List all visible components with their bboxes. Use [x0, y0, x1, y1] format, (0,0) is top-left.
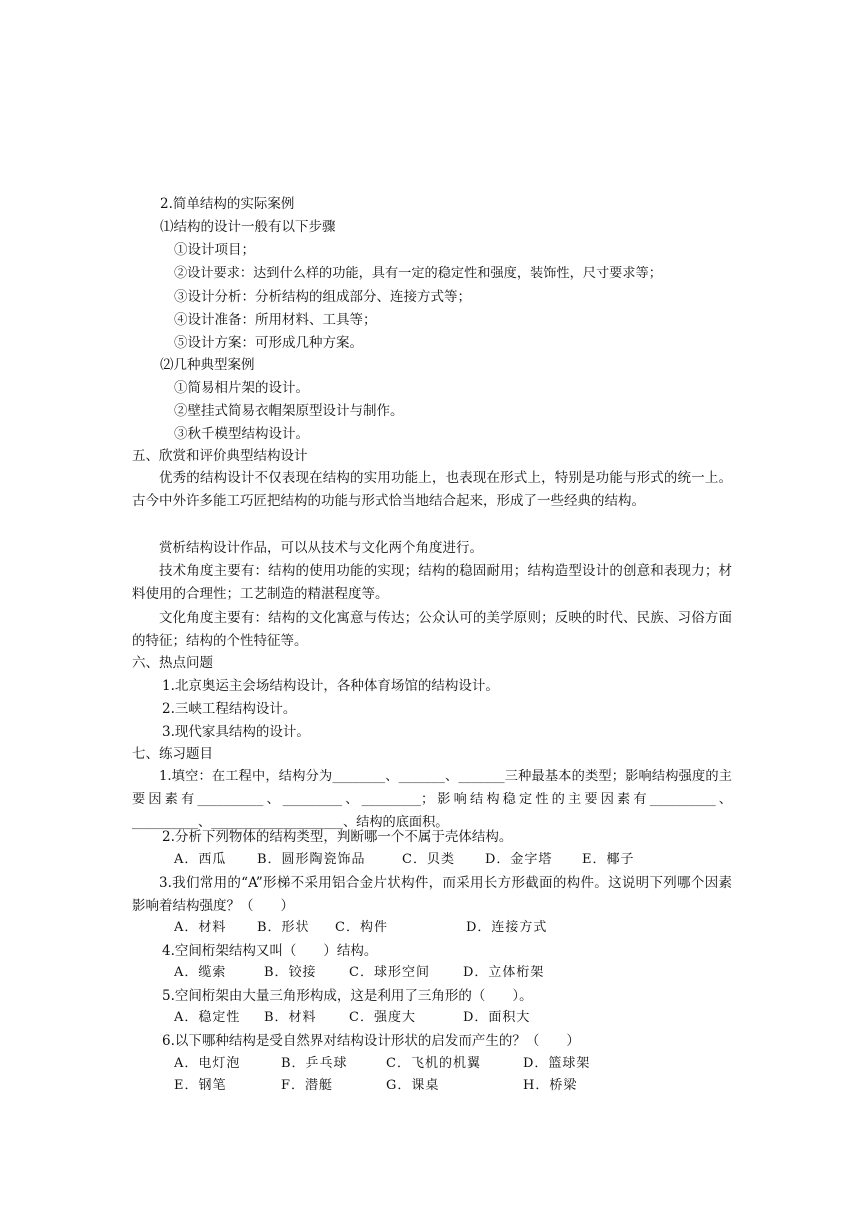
question-6-option-e: E．钢笔: [174, 1078, 227, 1093]
question-3-option-d: D．连接方式: [466, 920, 548, 935]
case-item: ③秋千模型结构设计。: [174, 426, 309, 442]
question-6-option-f: F．潜艇: [281, 1078, 334, 1093]
question-5-option-c: C．强度大: [349, 1010, 416, 1025]
question-3-option-a: A．材料: [174, 920, 227, 935]
section-5-paragraph: 技术角度主要有：结构的使用功能的实现；结构的稳固耐用；结构造型设计的创意和表现力；材料使用的合理性；工艺制造的精湛程度等。: [132, 563, 732, 602]
section-7-title: 七、练习题目: [132, 746, 213, 762]
case-item: ②壁挂式简易衣帽架原型设计与制作。: [174, 403, 404, 419]
question-6-option-g: G．课桌: [386, 1078, 440, 1093]
case-item: ①简易相片架的设计。: [174, 380, 309, 396]
question-3-option-b: B．形状: [257, 920, 310, 935]
design-step: ⑤设计方案：可形成几种方案。: [174, 335, 363, 351]
question-3-option-c: C．构件: [335, 920, 388, 935]
question-5-stem: 5.空间桁架由大量三角形构成，这是利用了三角形的（ ）。: [162, 988, 533, 1004]
design-step: ④设计准备：所用材料、工具等；: [174, 312, 377, 328]
section-5-paragraph: 优秀的结构设计不仅表现在结构的实用功能上，也表现在形式上，特别是功能与形式的统一上。古今中外许多能工巧匠把结构的功能与形式恰当地结合起来，形成了一些经典的结构。: [132, 470, 732, 509]
question-5-option-a: A．稳定性: [174, 1010, 241, 1025]
question-6-option-c: C．飞机的机翼: [386, 1056, 481, 1071]
question-4-option-a: A．缆索: [174, 965, 227, 980]
section-5-paragraph: 文化角度主要有：结构的文化寓意与传达；公众认可的美学原则；反映的时代、民族、习俗方面的特征；结构的个性特征等。: [132, 610, 732, 649]
question-2-option-d: D．金字塔: [485, 852, 553, 867]
question-4-stem: 4.空间桁架结构又叫（ ）结构。: [162, 943, 378, 959]
section-6-title: 六、热点问题: [132, 655, 213, 671]
section-5-paragraph: 赏析结构设计作品，可以从技术与文化两个角度进行。: [159, 540, 483, 556]
design-step: ③设计分析：分析结构的组成部分、连接方式等；: [174, 289, 471, 305]
section-2-title: 2.简单结构的实际案例: [160, 196, 295, 212]
question-6-option-a: A．电灯泡: [174, 1056, 241, 1071]
question-2-stem: 2.分析下列物体的结构类型，判断哪一个不属于壳体结构。: [162, 829, 513, 845]
question-1-fill-in: 1.填空：在工程中，结构分为________、_______、_______三种最基本的类型；影响结构强度的主要因素有__________、_________、_________；影响结构稳定性的主要因素有__________、__________、____________________、结构的底面积。: [132, 769, 732, 830]
question-5-option-d: D．面积大: [463, 1010, 531, 1025]
design-step: ①设计项目；: [174, 242, 255, 258]
question-6-stem: 6.以下哪种结构是受自然界对结构设计形状的启发而产生的？（ ）: [162, 1033, 580, 1049]
question-6-option-h: H．桥梁: [523, 1078, 578, 1093]
question-3-stem: 3.我们常用的“A”形梯不采用铝合金片状构件，而采用长方形截面的构件。这说明下列哪个因素影响着结构强度？（ ）: [132, 875, 732, 914]
section-2-subheading-cases: ⑵几种典型案例: [160, 357, 255, 373]
question-5-option-b: B．材料: [264, 1010, 317, 1025]
question-2-option-b: B．圆形陶瓷饰品: [257, 852, 366, 867]
hot-topic-item: 3.现代家具结构的设计。: [162, 724, 310, 740]
question-6-option-d: D．篮球架: [523, 1056, 591, 1071]
question-4-option-d: D．立体桁架: [463, 965, 545, 980]
question-2-option-c: C．贝类: [402, 852, 455, 867]
section-2-subheading-steps: ⑴结构的设计一般有以下步骤: [160, 219, 336, 235]
question-2-option-e: E．椰子: [582, 852, 635, 867]
section-5-title: 五、欣赏和评价典型结构设计: [132, 448, 308, 464]
question-4-option-c: C．球形空间: [349, 965, 430, 980]
design-step: ②设计要求：达到什么样的功能，具有一定的稳定性和强度，装饰性，尺寸要求等；: [174, 266, 662, 281]
question-4-option-b: B．铰接: [264, 965, 317, 980]
question-6-option-b: B．乒乓球: [281, 1056, 348, 1071]
hot-topic-item: 1.北京奥运主会场结构设计，各种体育场馆的结构设计。: [162, 678, 499, 694]
hot-topic-item: 2.三峡工程结构设计。: [162, 701, 297, 717]
question-2-option-a: A．西瓜: [174, 852, 227, 867]
